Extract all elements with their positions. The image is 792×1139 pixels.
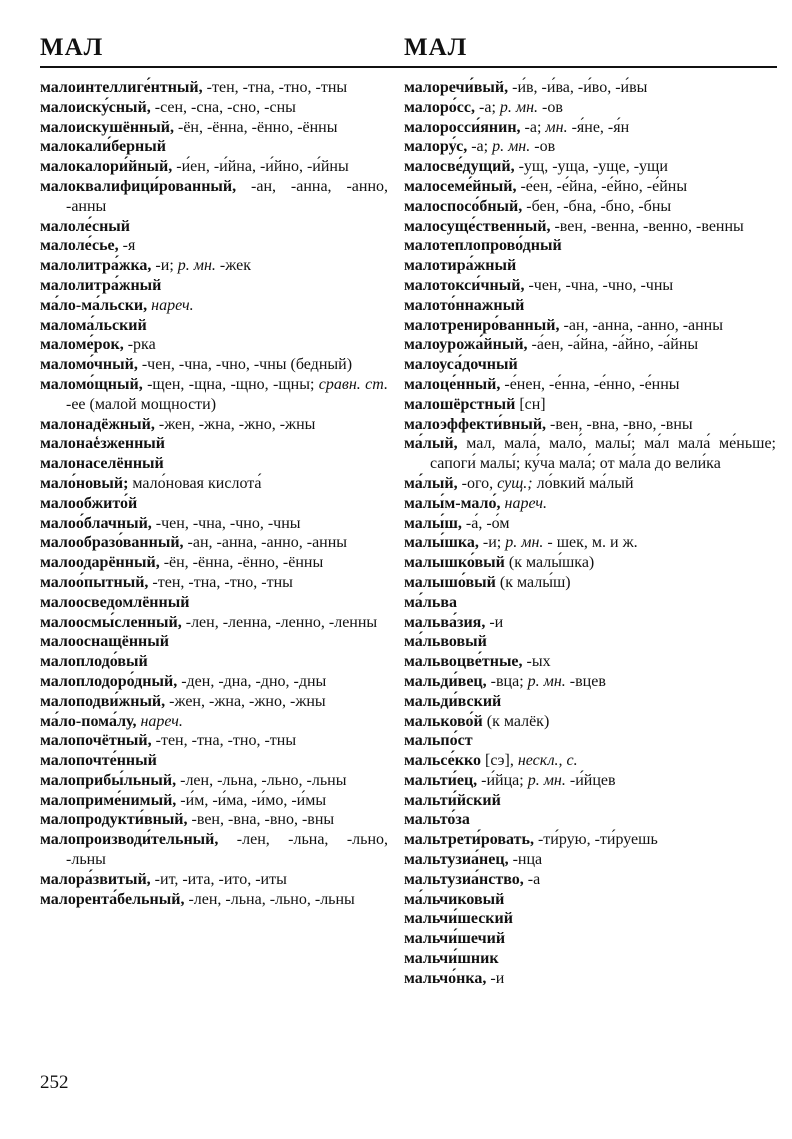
entry-forms: -е́нен, -е́нна, -е́нно, -е́нны (500, 375, 680, 393)
entry-headword: маломе́рок, (40, 336, 124, 354)
entry-forms: -вен, -вна, -вно, -вны (187, 811, 335, 829)
entry-headword: малонадёжный, (40, 415, 155, 433)
entry-forms: -тен, -тна, -тно, -тны (148, 573, 293, 591)
entry-forms: -лен, -льна, -льно, -льны (184, 890, 355, 908)
dictionary-entry (404, 909, 776, 929)
entry-forms-tail: -ов (530, 138, 556, 156)
dictionary-entry (40, 296, 388, 316)
entry-headword: мальтузиа́нец, (404, 851, 509, 869)
dictionary-entry (404, 355, 776, 375)
entry-headword: малы́м-мало́, (404, 494, 501, 512)
entry-headword: малы́ш, (404, 514, 462, 532)
entry-headword: малонаселённый (40, 455, 164, 473)
entry-headword: малотокси́чный, (404, 276, 525, 294)
entry-headword: малоо́блачный, (40, 514, 152, 532)
entry-headword: малоо́пытный, (40, 573, 149, 591)
entry-headword: малосве́дущий, (404, 158, 515, 176)
dictionary-entry (404, 157, 776, 177)
running-head-right: МАЛ (404, 34, 468, 61)
dictionary-entry (404, 78, 776, 98)
entry-headword: малоспосо́бный, (404, 197, 523, 215)
dictionary-entry (40, 375, 388, 415)
entry-forms: -вен, -вна, -вно, -вны (546, 415, 693, 433)
entry-headword: ма́львовый (404, 633, 487, 651)
entry-forms: -лен, -льна, -льно, -льны (176, 771, 347, 789)
entry-headword: малоречи́вый, (404, 79, 509, 96)
entry-forms: -жен, -жна, -жно, -жны (165, 692, 326, 710)
entry-forms: -ден, -дна, -дно, -дны (177, 672, 327, 690)
dictionary-entry (404, 830, 776, 850)
dictionary-entry (404, 256, 776, 276)
dictionary-entry (404, 236, 776, 256)
dictionary-entry (40, 870, 388, 890)
dictionary-entry (40, 632, 388, 652)
entry-forms: -ущ, -уща, -уще, -ущи (514, 158, 668, 176)
entry-forms: -жен, -жна, -жно, -жны (154, 415, 316, 433)
dictionary-entry (40, 276, 388, 296)
dictionary-entry (404, 335, 776, 355)
entry-headword: малору́с, (404, 138, 468, 156)
dictionary-entry (40, 791, 388, 811)
entry-headword: малолитра́жка, (40, 257, 152, 275)
entry-headword: малоодарённый, (40, 554, 160, 572)
entry-headword: малопроизводи́тельный, (40, 831, 219, 849)
entry-grammar-note: нареч. (140, 712, 183, 730)
entry-headword: мальди́вский (404, 692, 502, 710)
dictionary-entry (404, 434, 776, 474)
entry-forms: -и́м, -и́ма, -и́мо, -и́мы (176, 791, 327, 809)
entry-headword: малоподви́жный, (40, 692, 166, 710)
dictionary-entry (404, 375, 776, 395)
entry-headword: малоплодо́вый (40, 653, 148, 671)
entry-forms: -ан, -анна, -анно, -анны (66, 177, 388, 215)
entry-forms: -а; (475, 98, 500, 116)
entry-headword: малото́ннажный (404, 296, 525, 314)
dictionary-entry (404, 652, 776, 672)
dictionary-entry (404, 810, 776, 830)
dictionary-entry (40, 236, 388, 256)
entry-forms-tail: ло́вкий ма́лый (532, 474, 634, 492)
entry-headword: мальтрети́ровать, (404, 831, 534, 849)
dictionary-entry (404, 98, 776, 118)
entry-headword: малорента́бельный, (40, 890, 185, 908)
entry-headword: малоурожа́йный, (404, 336, 528, 354)
dictionary-entry (40, 751, 388, 771)
dictionary-entry (404, 316, 776, 336)
entry-grammar-note: сравн. ст. (318, 375, 388, 393)
entry-headword: малоискушённый, (40, 118, 174, 136)
dictionary-entry (404, 613, 776, 633)
dictionary-entry (40, 692, 388, 712)
entry-forms-tail: -я́не, -я́н (567, 118, 630, 136)
dictionary-entry (40, 256, 388, 276)
entry-headword: малоуса́дочный (404, 356, 518, 374)
entry-headword: малора́звитый, (40, 870, 151, 888)
running-head-left: МАЛ (40, 34, 104, 61)
entry-headword: малоинтеллиге́нтный, (40, 79, 203, 96)
entry-grammar-note: сущ.; (497, 474, 533, 492)
entry-forms-tail: -жек (215, 257, 251, 275)
dictionary-entry (40, 177, 388, 217)
entry-headword: малосеме́йный, (404, 177, 517, 195)
entry-forms: -тен, -тна, -тно, -тны (202, 79, 348, 96)
entry-headword: мальди́вец, (404, 672, 487, 690)
entry-forms-tail: -ов (538, 98, 563, 116)
dictionary-entry (404, 929, 776, 949)
entry-headword: ма́льчиковый (404, 890, 505, 908)
entry-headword: малоприбы́льный, (40, 771, 177, 789)
dictionary-entry (40, 137, 388, 157)
dictionary-entry (40, 613, 388, 633)
entry-headword: малоле́сье, (40, 237, 119, 255)
entry-headword: малоквалифици́рованный, (40, 177, 237, 195)
entry-headword: малошёрстный (404, 395, 516, 413)
dictionary-entry (40, 652, 388, 672)
dictionary-entry (40, 573, 388, 593)
entry-forms: -ан, -анна, -анно, -анны (183, 534, 348, 552)
dictionary-entry (404, 118, 776, 138)
entry-forms: -бен, -бна, -бно, -бны (522, 197, 672, 215)
dictionary-entry (404, 692, 776, 712)
dictionary-entry (404, 672, 776, 692)
dictionary-entry (404, 177, 776, 197)
entry-headword: мальсе́кко (404, 752, 481, 770)
entry-headword: малокали́берный (40, 138, 166, 156)
entry-headword: малотира́жный (404, 257, 517, 275)
dictionary-entry (404, 415, 776, 435)
entry-forms: (к малы́ш) (495, 573, 571, 591)
entry-forms: -а; (520, 118, 546, 136)
entry-headword: маломо́чный, (40, 356, 138, 374)
entry-headword: малоосмы́сленный, (40, 613, 182, 631)
entry-forms: -и́в, -и́ва, -и́во, -и́вы (508, 79, 648, 96)
dictionary-entry (404, 949, 776, 969)
dictionary-entry (40, 890, 388, 910)
entry-headword: мальчи́шеский (404, 910, 513, 928)
entry-headword: мальково́й (404, 712, 483, 730)
entry-forms-tail: -и́йцев (565, 771, 616, 789)
left-column (40, 78, 388, 909)
dictionary-entry (404, 632, 776, 652)
entry-forms: -нца (508, 851, 543, 869)
entry-forms: -чен, -чна, -чно, -чны (524, 276, 674, 294)
dictionary-entry (404, 395, 776, 415)
entry-forms: -и; (478, 534, 506, 552)
entry-grammar-note: р. мн. (177, 257, 216, 275)
entry-forms: -чен, -чна, -чно, -чны (бедный) (137, 356, 353, 374)
entry-forms: -а́, -о́м (461, 514, 510, 532)
entry-headword: малопродукти́вный, (40, 811, 188, 829)
entry-grammar-note: р. мн. (499, 98, 539, 116)
entry-headword: малообразо́ванный, (40, 534, 184, 552)
entry-grammar-note: р. мн. (492, 138, 531, 156)
entry-forms: -лен, -ленна, -ленно, -ленны (181, 613, 378, 631)
dictionary-entry (40, 514, 388, 534)
dictionary-entry (404, 791, 776, 811)
dictionary-entry (40, 316, 388, 336)
dictionary-entry (404, 137, 776, 157)
right-column (404, 78, 776, 989)
entry-forms: [сн] (515, 395, 546, 413)
entry-headword: мальва́зия, (404, 613, 486, 631)
entry-forms-tail: -ее (малой мощности) (66, 395, 217, 413)
entry-forms: -ён, -ённа, -ённо, -ённы (173, 118, 338, 136)
dictionary-entry (404, 514, 776, 534)
entry-headword: малоле́сный (40, 217, 130, 235)
entry-headword: малосуще́ственный, (404, 217, 551, 235)
dictionary-entry (40, 454, 388, 474)
dictionary-entry (40, 494, 388, 514)
dictionary-entry (404, 573, 776, 593)
dictionary-entry (40, 78, 388, 98)
dictionary-entry (404, 731, 776, 751)
dictionary-entry (40, 98, 388, 118)
dictionary-entry (404, 474, 776, 494)
entry-headword: малоро́сс, (404, 98, 476, 116)
entry-forms: -ён, -ённа, -ённо, -ённы (159, 554, 324, 572)
entry-headword: мало́новый; (40, 474, 129, 492)
dictionary-entry (404, 553, 776, 573)
entry-forms: -а́ен, -а́йна, -а́йно, -а́йны (527, 336, 699, 354)
entry-headword: малооснащённый (40, 633, 169, 651)
dictionary-entry (404, 296, 776, 316)
entry-headword: мальти́ец, (404, 771, 478, 789)
dictionary-entry (40, 434, 388, 454)
entry-headword: малоприме́нимый, (40, 791, 177, 809)
dictionary-entry (40, 771, 388, 791)
entry-headword: мальчо́нка, (404, 969, 487, 987)
entry-forms: -рка (123, 336, 156, 354)
entry-headword: мальчи́шечий (404, 930, 506, 948)
dictionary-entry (40, 712, 388, 732)
entry-forms-tail: -вцев (565, 672, 606, 690)
entry-grammar-note: нескл., с. (517, 752, 578, 770)
entry-forms: мало́новая кислота́ (128, 474, 262, 492)
entry-headword: малышко́вый (404, 554, 505, 572)
entry-forms: -чен, -чна, -чно, -чны (151, 514, 301, 532)
entry-grammar-note: нареч. (504, 494, 547, 512)
entry-forms: (к малёк) (482, 712, 550, 730)
entry-forms: -и (485, 613, 504, 631)
entry-headword: малома́льский (40, 316, 147, 334)
entry-headword: мальчи́шник (404, 950, 499, 968)
dictionary-entry (404, 771, 776, 791)
entry-headword: мальпо́ст (404, 732, 473, 750)
entry-headword: ма́ло-пома́лу, (40, 712, 137, 730)
entry-forms: -и́ен, -и́йна, -и́йно, -и́йны (172, 158, 349, 176)
dictionary-entry (404, 712, 776, 732)
entry-grammar-note: нареч. (151, 296, 194, 314)
entry-headword: малы́шка, (404, 534, 479, 552)
entry-headword: малопочётный, (40, 732, 152, 750)
dictionary-entry (404, 969, 776, 989)
entry-forms: -вца; (486, 672, 528, 690)
entry-forms: -а (523, 870, 541, 888)
dictionary-entry (40, 474, 388, 494)
entry-headword: маломо́щный, (40, 375, 143, 393)
entry-forms-tail: шек, м. и ж. (552, 534, 638, 552)
dictionary-entry (404, 197, 776, 217)
entry-grammar-note: р. мн. - (505, 534, 553, 552)
entry-grammar-note: мн. (545, 118, 568, 136)
dictionary-entry (404, 276, 776, 296)
entry-forms: -щен, -щна, -щно, -щны; (142, 375, 319, 393)
entry-forms: (к малы́шка) (504, 554, 595, 572)
entry-headword: ма́лый, (404, 474, 458, 492)
dictionary-entry (40, 731, 388, 751)
dictionary-entry (40, 217, 388, 237)
dictionary-entry (404, 890, 776, 910)
entry-forms: -и́йца; (477, 771, 528, 789)
entry-forms: -и; (151, 257, 178, 275)
entry-forms: -вен, -венна, -венно, -венны (550, 217, 744, 235)
entry-forms: -и (486, 969, 505, 987)
dictionary-entry (40, 118, 388, 138)
dictionary-entry (40, 593, 388, 613)
page-number: 252 (40, 1072, 69, 1093)
entry-forms: -ти́рую, -ти́руешь (533, 831, 658, 849)
entry-headword: малокалори́йный, (40, 158, 173, 176)
dictionary-entry (40, 553, 388, 573)
entry-headword: мальто́за (404, 811, 470, 829)
dictionary-entry (40, 157, 388, 177)
entry-forms: -сен, -сна, -сно, -сны (150, 98, 296, 116)
entry-grammar-note: р. мн. (527, 672, 566, 690)
entry-headword: ма́льва (404, 593, 458, 611)
entry-headword: малоросси́янин, (404, 118, 521, 136)
entry-forms: -е́ен, -е́йна, -е́йно, -е́йны (516, 177, 688, 195)
dictionary-entry (404, 217, 776, 237)
entry-headword: малышо́вый (404, 573, 496, 591)
entry-headword: малолитра́жный (40, 276, 162, 294)
entry-headword: ма́лый, (404, 435, 458, 453)
entry-forms: -а; (467, 138, 493, 156)
dictionary-entry (404, 533, 776, 553)
entry-forms: -лен, -льна, -льно, -льны (66, 831, 388, 869)
entry-grammar-note: р. мн. (527, 771, 566, 789)
dictionary-entry (404, 850, 776, 870)
entry-headword: мальвоцве́тные, (404, 653, 523, 671)
entry-headword: малоосведомлённый (40, 593, 190, 611)
entry-headword: малоиску́сный, (40, 98, 151, 116)
entry-forms: -ит, -ита, -ито, -иты (150, 870, 287, 888)
dictionary-entry (40, 810, 388, 830)
entry-headword: мальти́йский (404, 791, 501, 809)
dictionary-entry (404, 593, 776, 613)
entry-headword: малотеплопрово́дный (404, 237, 562, 255)
dictionary-entry (40, 672, 388, 692)
entry-forms: -я (118, 237, 136, 255)
entry-forms: -тен, -тна, -тно, -тны (151, 732, 297, 750)
entry-headword: мальтузиа́нство, (404, 870, 524, 888)
dictionary-entry (404, 751, 776, 771)
header-rule (40, 66, 777, 68)
entry-headword: малоце́нный, (404, 375, 501, 393)
dictionary-entry (404, 494, 776, 514)
entry-headword: малообжито́й (40, 494, 138, 512)
entry-headword: малотрениро́ванный, (404, 316, 560, 334)
dictionary-entry (40, 830, 388, 870)
dictionary-entry (404, 870, 776, 890)
entry-headword: малонаe̒зженный (40, 435, 166, 453)
entry-forms: -ого, (457, 474, 498, 492)
entry-forms: -ан, -анна, -анно, -анны (559, 316, 723, 334)
entry-headword: малопочте́нный (40, 752, 157, 770)
entry-forms: мал, мала́, мало́, малы́; ма́л мала́ ме́ньше; сапоги́ малы́; ку́ча мала́; от ма́ла до вели́ка (430, 435, 776, 473)
dictionary-entry (40, 415, 388, 435)
dictionary-entry (40, 355, 388, 375)
entry-forms: [сэ], (481, 752, 518, 770)
entry-headword: ма́ло-ма́льски, (40, 296, 148, 314)
entry-headword: малоэффекти́вный, (404, 415, 547, 433)
dictionary-entry (40, 335, 388, 355)
dictionary-entry (40, 533, 388, 553)
entry-headword: малоплодоро́дный, (40, 672, 178, 690)
entry-forms: -ых (522, 653, 551, 671)
